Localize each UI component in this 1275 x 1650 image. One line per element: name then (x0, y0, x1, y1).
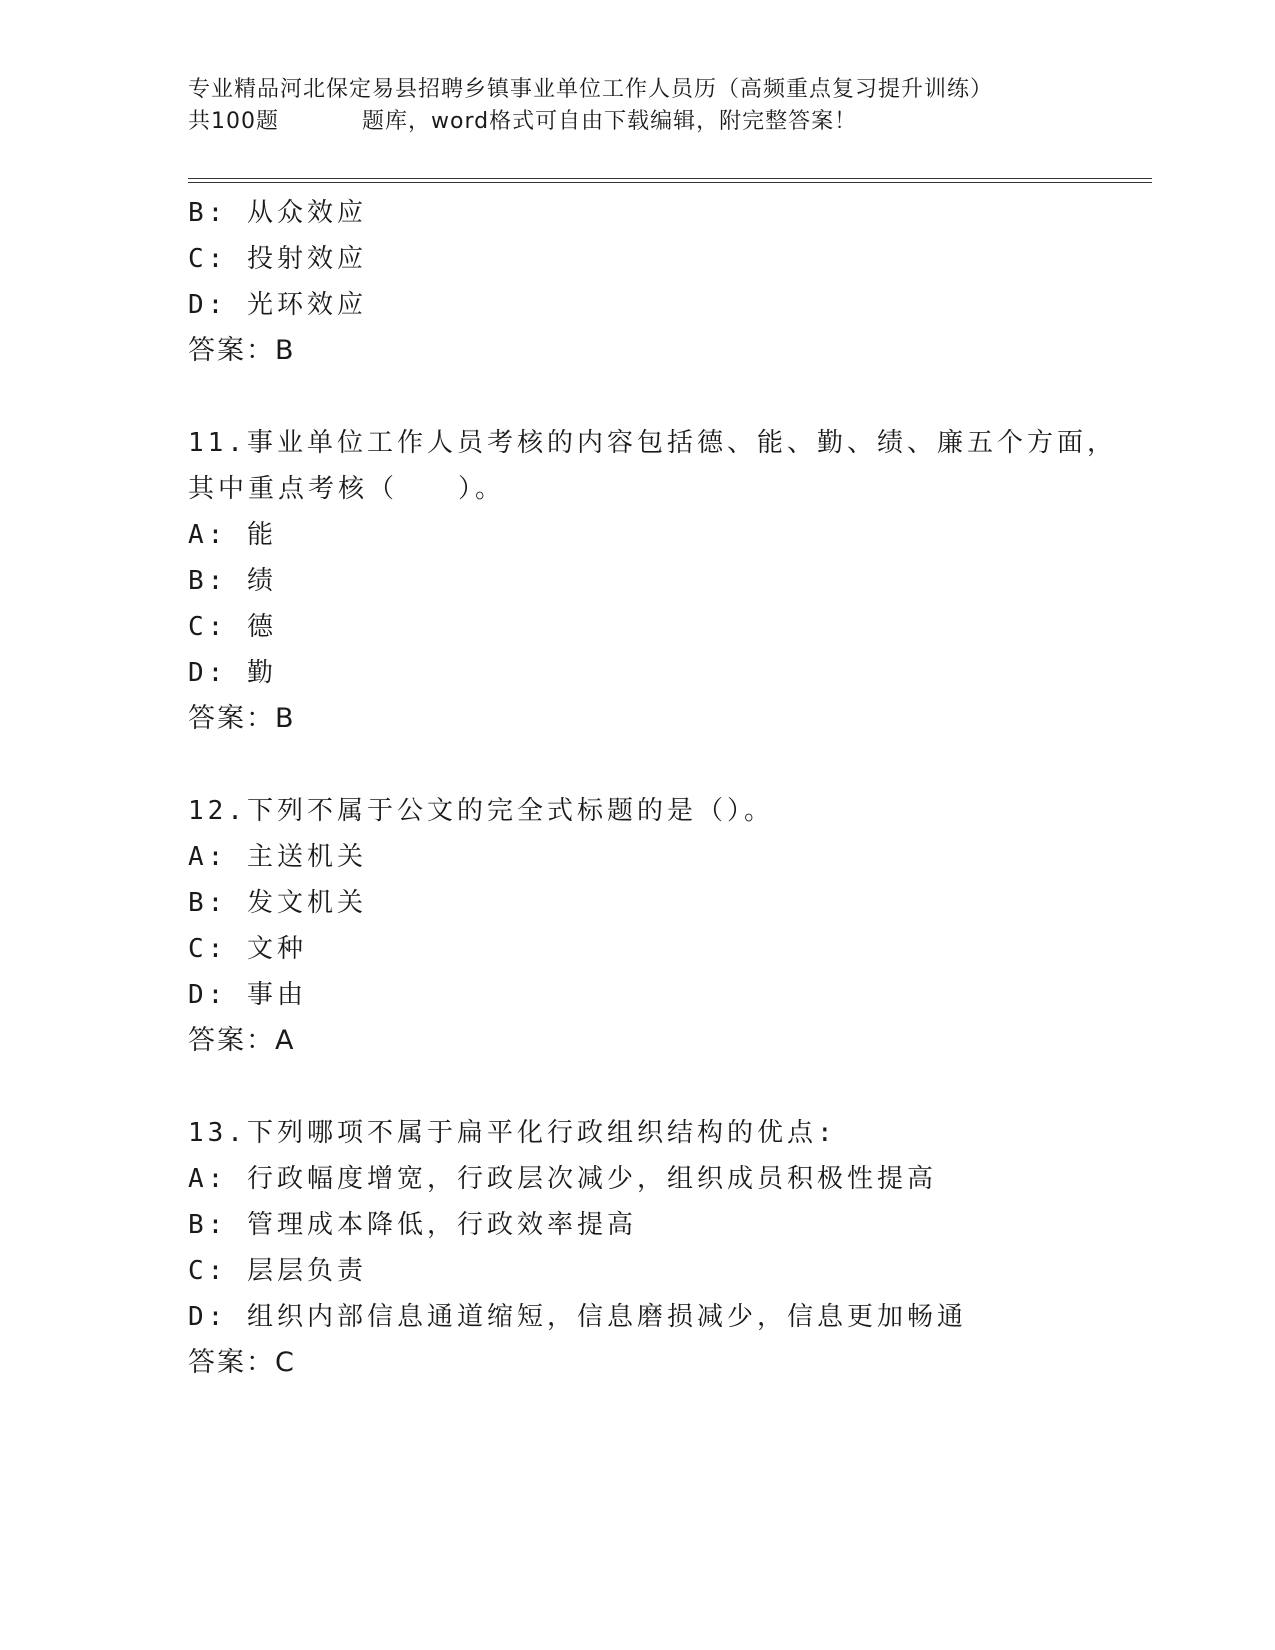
document-title: 专业精品河北保定易县招聘乡镇事业单位工作人员历（高频重点复习提升训练） (188, 77, 994, 102)
spacer (188, 1064, 1148, 1110)
option-b: B: 绩 (188, 566, 277, 596)
option-a: A: 主送机关 (188, 842, 367, 872)
option-d: D: 光环效应 (188, 290, 367, 320)
question-block-13 (188, 1110, 1148, 1386)
option-c: C: 层层负责 (188, 1256, 367, 1286)
option-b: B: 发文机关 (188, 888, 367, 918)
header-divider-top (188, 178, 1152, 179)
spacer (188, 742, 1148, 788)
question-block-11 (188, 420, 1148, 742)
option-c: C: 投射效应 (188, 244, 367, 274)
option-d: D: 勤 (188, 658, 277, 688)
option-b: B: 从众效应 (188, 198, 367, 228)
question-stem: 13.下列哪项不属于扁平化行政组织结构的优点: (188, 1118, 837, 1148)
question-block-prev (188, 190, 1148, 374)
option-c: C: 德 (188, 612, 277, 642)
answer-line: 答案：B (188, 703, 296, 734)
question-stem: 12.下列不属于公文的完全式标题的是（）。 (188, 796, 774, 826)
option-d: D: 事由 (188, 980, 307, 1010)
document-header (188, 74, 1148, 138)
option-d: D: 组织内部信息通道缩短，信息磨损减少，信息更加畅通 (188, 1302, 967, 1332)
question-block-12 (188, 788, 1148, 1064)
answer-line: 答案：C (188, 1347, 296, 1378)
option-c: C: 文种 (188, 934, 307, 964)
question-stem: 11.事业单位工作人员考核的内容包括德、能、勤、绩、廉五个方面， (188, 428, 1117, 458)
answer-line: 答案：B (188, 335, 296, 366)
header-divider-bottom (188, 182, 1152, 183)
option-b: B: 管理成本降低，行政效率提高 (188, 1210, 637, 1240)
option-a: A: 行政幅度增宽，行政层次减少，组织成员积极性提高 (188, 1164, 937, 1194)
question-stem-continued: 其中重点考核（ ）。 (188, 474, 506, 504)
option-a: A: 能 (188, 520, 277, 550)
answer-line: 答案：A (188, 1025, 296, 1056)
header-subline (188, 106, 1148, 138)
spacer (188, 374, 1148, 420)
document-subtitle: 题库，word格式可自由下载编辑，附完整答案！ (362, 109, 858, 134)
document-body (188, 190, 1148, 1386)
question-count: 共100题 (188, 109, 279, 134)
